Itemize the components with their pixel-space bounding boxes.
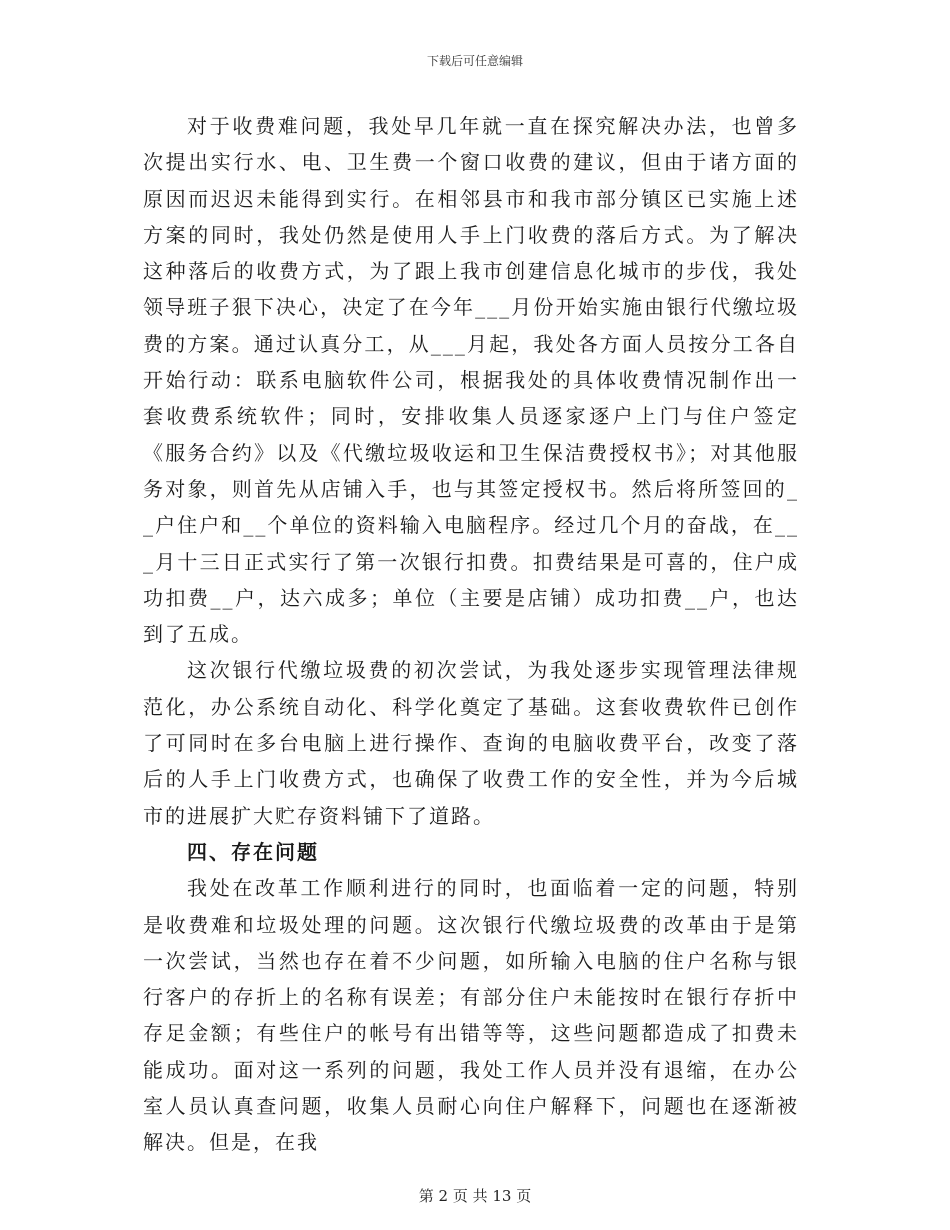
- page-number-footer: 第 2 页 共 13 页: [418, 1187, 532, 1205]
- paragraph-bank-trial: 这次银行代缴垃圾费的初次尝试，为我处逐步实现管理法律规范化，办公系统自动化、科学化奠定了基础。这套收费软件已创作了可同时在多台电脑上进行操作、查询的电脑收费平台，改变了落后的人手上门收费方式，也确保了收费工作的安全性，并为今后城市的进展扩大贮存资料铺下了道路。: [143, 658, 799, 828]
- document-body: [143, 108, 799, 1161]
- paragraph-existing-problems: 我处在改革工作顺利进行的同时，也面临着一定的问题，特别是收费难和垃圾处理的问题。这次银行代缴垃圾费的改革由于是第一次尝试，当然也存在着不少问题，如所输入电脑的住户名称与银行客户的存折上的名称有误差；有部分住户未能按时在银行存折中存足金额；有些住户的帐号有出错等等，这些问题都造成了扣费未能成功。面对这一系列的问题，我处工作人员并没有退缩，在办公室人员认真查问题，收集人员耐心向住户解释下，问题也在逐渐被解决。但是，在我: [143, 876, 799, 1155]
- page-header-note: 下载后可任意编辑: [426, 54, 523, 68]
- paragraph-fee-collection: 对于收费难问题，我处早几年就一直在探究解决办法，也曾多次提出实行水、电、卫生费一个窗口收费的建议，但由于诸方面的原因而迟迟未能得到实行。在相邻县市和我市部分镇区已实施上述方案的同时，我处仍然是使用人手上门收费的落后方式。为了解决这种落后的收费方式，为了跟上我市创建信息化城市的步伐，我处领导班子狠下决心，决定了在今年___月份开始实施由银行代缴垃圾费的方案。通过认真分工，从___月起，我处各方面人员按分工各自开始行动：联系电脑软件公司，根据我处的具体收费情况制作出一套收费系统软件；同时，安排收集人员逐家逐户上门与住户签定《服务合约》以及《代缴垃圾收运和卫生保洁费授权书》；对其他服务对象，则首先从店铺入手，也与其签定授权书。然后将所签回的__户住户和__个单位的资料输入电脑程序。经过几个月的奋战，在___月十三日正式实行了第一次银行扣费。扣费结果是可喜的，住户成功扣费__户，达六成多；单位（主要是店铺）成功扣费__户，也达到了五成。: [143, 114, 799, 647]
- section-heading-problems: 四、存在问题: [187, 839, 319, 864]
